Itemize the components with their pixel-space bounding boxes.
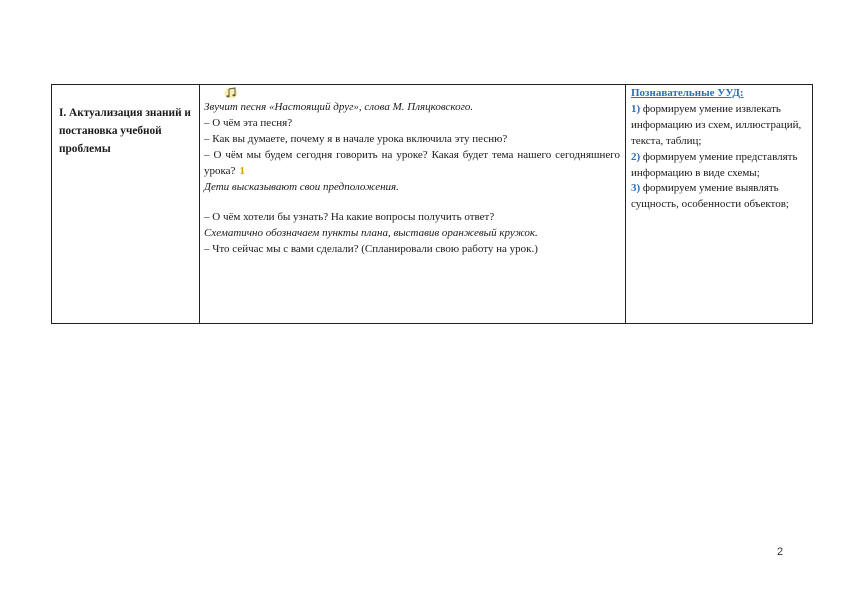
song-line: Звучит песня «Настоящий друг», слова М. Пляцковского. <box>204 101 474 113</box>
page-number: 2 <box>777 546 784 558</box>
uud-item <box>631 102 808 150</box>
question-2: – Как вы думаете, почему я в начале урока включила эту песню? <box>204 132 508 145</box>
stage-cell <box>52 85 200 324</box>
stage-label: I. Актуализация знаний и постановка учебной проблемы <box>59 107 191 155</box>
question-3: – О чём мы будем сегодня говорить на уроке? Какая будет тема нашего сегодняшнего урока? <box>204 148 620 177</box>
uud-item-text: формируем умение выявлять сущность, особенности объектов; <box>631 182 789 211</box>
music-note-icon <box>224 87 238 99</box>
slide-number: 1 <box>239 164 245 177</box>
content-cell <box>200 85 626 324</box>
question-1: – О чём эта песня? <box>204 116 293 129</box>
uud-item-number: 3) <box>631 182 641 195</box>
uud-item <box>631 150 808 182</box>
lesson-table <box>51 84 813 324</box>
uud-cell <box>626 85 813 324</box>
uud-item-number: 2) <box>631 150 641 163</box>
uud-item-text: формируем умение извлекать информацию из схем, иллюстраций, текста, таблиц; <box>631 102 802 147</box>
uud-item-number: 1) <box>631 102 641 115</box>
question-4: – О чём хотели бы узнать? На какие вопросы получить ответ? <box>204 211 495 224</box>
table-row <box>52 85 813 324</box>
spacer <box>204 195 620 210</box>
question-3-block <box>204 148 620 180</box>
plan-note: Схематично обозначаем пункты плана, выставив оранжевый кружок. <box>204 227 538 240</box>
children-hint: Дети высказывают свои предположения. <box>204 180 399 193</box>
uud-title: Познавательные УУД: <box>631 87 744 99</box>
uud-item-text: формируем умение представлять информацию в виде схемы; <box>631 150 798 179</box>
uud-item <box>631 181 808 213</box>
question-5: – Что сейчас мы с вами сделали? (Спланировали свою работу на урок.) <box>204 243 538 256</box>
